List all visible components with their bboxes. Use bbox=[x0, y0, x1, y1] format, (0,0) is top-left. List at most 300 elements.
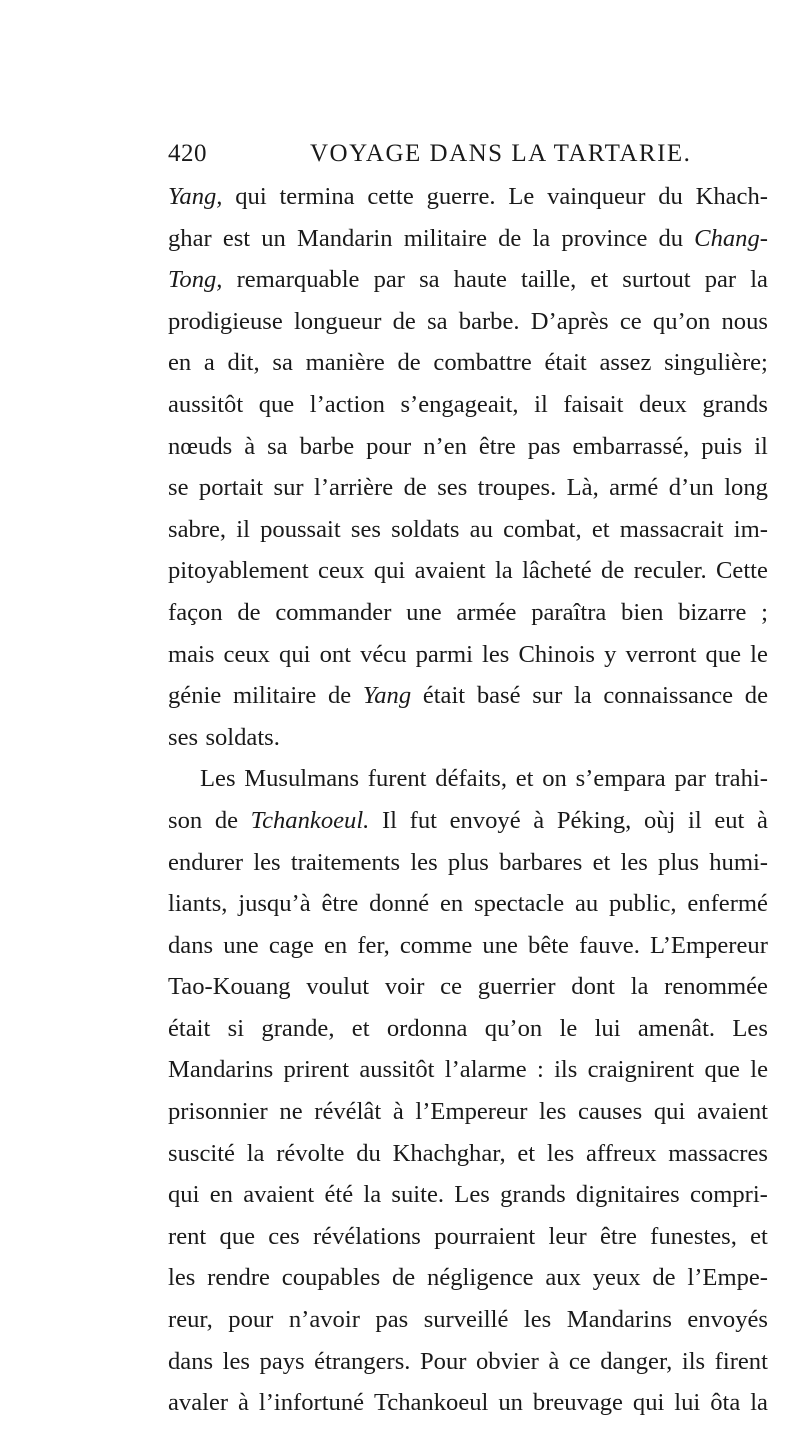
word: à bbox=[392, 1098, 404, 1126]
word: oùj bbox=[643, 806, 676, 834]
text-line bbox=[168, 1133, 768, 1175]
word: rendre bbox=[207, 1264, 270, 1292]
word: du bbox=[658, 183, 683, 210]
word: ceux bbox=[223, 640, 270, 668]
word: comme bbox=[399, 931, 473, 959]
word: l’alarme bbox=[444, 1056, 527, 1084]
word: et bbox=[750, 1222, 768, 1250]
word: révolte bbox=[276, 1139, 345, 1167]
word: du bbox=[356, 1139, 381, 1167]
word: ghar bbox=[168, 224, 212, 252]
text-line bbox=[168, 800, 768, 842]
italic-word: Chang- bbox=[694, 224, 768, 252]
word: s’engageait, bbox=[400, 390, 519, 418]
word: taille, bbox=[521, 266, 577, 294]
word: n’en bbox=[423, 432, 467, 460]
text-line bbox=[168, 467, 768, 509]
word: était bbox=[544, 349, 587, 377]
word: rent bbox=[168, 1222, 207, 1250]
word: Là, bbox=[566, 474, 599, 502]
word: commander bbox=[275, 598, 392, 626]
word: avaient bbox=[414, 557, 486, 585]
word: il bbox=[688, 806, 702, 834]
word: Les bbox=[200, 765, 236, 793]
word: manière bbox=[305, 349, 385, 377]
word: traitements bbox=[290, 848, 401, 876]
word: que bbox=[258, 390, 295, 418]
word: de bbox=[652, 1264, 676, 1292]
text-line bbox=[168, 218, 768, 260]
word: embarrassé, bbox=[572, 432, 690, 460]
word: qui bbox=[235, 183, 267, 210]
text-line bbox=[168, 550, 768, 592]
word: Pour bbox=[419, 1347, 467, 1375]
word: dont bbox=[571, 973, 615, 1001]
word: Khach- bbox=[695, 183, 768, 210]
word: la bbox=[750, 1389, 768, 1417]
word: surveillé bbox=[423, 1306, 509, 1334]
text-line bbox=[168, 966, 768, 1008]
body-text bbox=[168, 176, 768, 1424]
word: de bbox=[397, 349, 421, 377]
word: si bbox=[227, 1014, 245, 1042]
word: Les bbox=[732, 1014, 768, 1042]
word: que bbox=[705, 640, 742, 668]
text-line bbox=[168, 1174, 768, 1216]
word: ces bbox=[268, 1222, 300, 1250]
word: révélât bbox=[314, 1098, 382, 1126]
word: combat, bbox=[503, 515, 582, 543]
word: de bbox=[392, 307, 416, 335]
word: en bbox=[440, 890, 464, 918]
word: soldats bbox=[391, 515, 460, 543]
word: s’empara bbox=[575, 765, 666, 793]
word: public, bbox=[608, 890, 677, 918]
word: donné bbox=[369, 890, 430, 918]
word: en bbox=[323, 931, 348, 959]
word: être bbox=[478, 432, 516, 460]
word: coupables bbox=[281, 1264, 381, 1292]
word: se bbox=[168, 474, 189, 502]
word: ses bbox=[350, 515, 381, 543]
word: Mandarins bbox=[566, 1306, 672, 1334]
word: sur bbox=[273, 474, 304, 502]
word: qui bbox=[279, 640, 311, 668]
word: l’Empe- bbox=[687, 1264, 768, 1292]
word: avaient bbox=[243, 1181, 315, 1209]
word: une bbox=[223, 931, 259, 959]
word: verront bbox=[625, 640, 697, 668]
text-line bbox=[168, 1091, 768, 1133]
word: D’après bbox=[530, 307, 609, 335]
word: une bbox=[482, 931, 518, 959]
word: dans bbox=[168, 931, 214, 959]
word: sur bbox=[532, 682, 563, 710]
running-title: VOYAGE DANS LA TARTARIE. bbox=[310, 140, 692, 167]
word: les bbox=[410, 848, 438, 876]
word: remarquable bbox=[236, 266, 360, 294]
word: long bbox=[724, 474, 768, 502]
word: im- bbox=[733, 515, 768, 543]
word: en bbox=[168, 349, 192, 377]
word: Mandarins bbox=[168, 1056, 274, 1084]
word: Musulmans bbox=[244, 765, 360, 793]
word: funestes, bbox=[650, 1222, 737, 1250]
word: les bbox=[539, 1098, 567, 1126]
word: paraîtra bbox=[531, 598, 607, 626]
word: cette bbox=[367, 183, 414, 210]
word: était bbox=[422, 682, 466, 710]
word: affreux bbox=[585, 1139, 657, 1167]
word: enfermé bbox=[687, 890, 768, 918]
word: le bbox=[559, 1014, 578, 1042]
word: ce bbox=[619, 307, 642, 335]
word: la bbox=[494, 557, 513, 585]
word: ont bbox=[319, 640, 351, 668]
word: obvier bbox=[476, 1347, 539, 1375]
word: sabre, bbox=[168, 515, 227, 543]
word: avaient bbox=[696, 1098, 768, 1126]
word: yeux bbox=[592, 1264, 641, 1292]
word: et bbox=[590, 266, 609, 294]
text-line bbox=[168, 1216, 768, 1258]
word: eut bbox=[714, 806, 745, 834]
word: de bbox=[744, 682, 768, 710]
word: lâcheté bbox=[522, 557, 592, 585]
italic-word: Tchankoeul. bbox=[250, 806, 370, 834]
word: reur, bbox=[168, 1306, 213, 1334]
word: et bbox=[517, 1139, 536, 1167]
text-line bbox=[168, 1257, 768, 1299]
word: pour bbox=[366, 432, 412, 460]
word: ne bbox=[279, 1098, 303, 1126]
text-line bbox=[168, 176, 768, 218]
word: dit, bbox=[227, 349, 260, 377]
word: son bbox=[168, 806, 203, 834]
word: leur bbox=[548, 1222, 587, 1250]
word: Cette bbox=[716, 557, 768, 585]
word: les bbox=[546, 1139, 575, 1167]
word: voir bbox=[384, 973, 425, 1001]
word: bête bbox=[528, 931, 569, 959]
word: militaire bbox=[403, 224, 488, 252]
word: à bbox=[244, 432, 256, 460]
word: à bbox=[757, 806, 768, 834]
word: pays bbox=[259, 1347, 305, 1375]
word: surtout bbox=[622, 266, 691, 294]
word: liants, bbox=[168, 890, 228, 918]
word: bizarre bbox=[678, 598, 747, 626]
page-number: 420 bbox=[168, 140, 207, 167]
word: de bbox=[403, 474, 427, 502]
word: le bbox=[750, 640, 768, 668]
word: Mandarin bbox=[296, 224, 393, 252]
word: cage bbox=[268, 931, 314, 959]
word: barbe bbox=[299, 432, 355, 460]
word: mais bbox=[168, 640, 215, 668]
word: causes bbox=[578, 1098, 643, 1126]
word: envoyés bbox=[687, 1306, 768, 1334]
word: reculer. bbox=[633, 557, 707, 585]
word: Les bbox=[454, 1181, 490, 1209]
word: pourraient bbox=[434, 1222, 536, 1250]
word: par bbox=[704, 266, 737, 294]
word: qui bbox=[653, 1098, 686, 1126]
word: à bbox=[533, 806, 545, 834]
word: prodigieuse bbox=[168, 307, 283, 335]
text-line bbox=[168, 717, 768, 759]
word: et bbox=[351, 1014, 370, 1042]
italic-word: Yang, bbox=[168, 183, 223, 210]
word: pitoyablement bbox=[168, 557, 309, 585]
word: craignirent bbox=[587, 1056, 695, 1084]
word: fer, bbox=[357, 931, 390, 959]
word: province bbox=[561, 224, 648, 252]
word: la bbox=[363, 1181, 382, 1209]
word: par bbox=[373, 266, 405, 294]
word: sa bbox=[267, 432, 288, 460]
word: été bbox=[324, 1181, 354, 1209]
word: de bbox=[391, 1264, 416, 1292]
word: grands bbox=[500, 1181, 566, 1209]
word: un bbox=[261, 224, 286, 252]
text-line bbox=[168, 883, 768, 925]
word: danger, bbox=[600, 1347, 673, 1375]
word: compri- bbox=[690, 1181, 768, 1209]
word: bien bbox=[621, 598, 664, 626]
word: ses bbox=[168, 723, 199, 751]
word: aussitôt bbox=[168, 390, 244, 418]
word: était bbox=[168, 1014, 211, 1042]
word: de bbox=[237, 598, 261, 626]
word: massacres bbox=[668, 1139, 768, 1167]
text-line bbox=[168, 426, 768, 468]
word: en bbox=[209, 1181, 233, 1209]
word: aussitôt bbox=[359, 1056, 435, 1084]
word: militaire bbox=[232, 682, 317, 710]
word: au bbox=[574, 890, 599, 918]
word: avaler bbox=[168, 1389, 229, 1417]
word: envoyé bbox=[449, 806, 521, 834]
word: et bbox=[592, 848, 611, 876]
word: assez bbox=[599, 349, 652, 377]
word: négligence bbox=[427, 1264, 534, 1292]
word: à bbox=[238, 1389, 249, 1417]
word: dans bbox=[168, 1347, 214, 1375]
word: qui bbox=[632, 1389, 665, 1417]
word: être bbox=[321, 890, 359, 918]
word: la bbox=[630, 973, 649, 1001]
word: étrangers. bbox=[314, 1347, 411, 1375]
word: de bbox=[214, 806, 239, 834]
word: d’un bbox=[668, 474, 714, 502]
text-line bbox=[168, 1341, 768, 1383]
word: Péking, bbox=[556, 806, 632, 834]
word: soldats. bbox=[205, 723, 280, 751]
word: les bbox=[253, 848, 281, 876]
word: grande, bbox=[261, 1014, 335, 1042]
word: deux bbox=[638, 390, 687, 418]
word: l’infortuné bbox=[258, 1389, 365, 1417]
text-line bbox=[168, 1299, 768, 1341]
word: n’avoir bbox=[288, 1306, 360, 1334]
word: jusqu’à bbox=[238, 890, 311, 918]
word: Le bbox=[508, 183, 535, 210]
word: a bbox=[203, 349, 215, 377]
word: les bbox=[168, 1264, 196, 1292]
word: ce bbox=[440, 973, 463, 1001]
word: nœuds bbox=[168, 432, 233, 460]
word: voulut bbox=[306, 973, 370, 1001]
word: barbares bbox=[499, 848, 583, 876]
word: humi- bbox=[709, 848, 768, 876]
word: Chinois bbox=[518, 640, 595, 668]
italic-word: Tong, bbox=[168, 266, 223, 294]
word: de bbox=[601, 557, 625, 585]
word: basé bbox=[476, 682, 521, 710]
text-line bbox=[168, 758, 768, 800]
word: L’Empereur bbox=[649, 931, 768, 959]
word: pas bbox=[527, 432, 561, 460]
word: y bbox=[604, 640, 617, 668]
word: lui bbox=[674, 1389, 701, 1417]
word: armée bbox=[456, 598, 517, 626]
word: une bbox=[406, 598, 442, 626]
text-line bbox=[168, 509, 768, 551]
text-line bbox=[168, 675, 768, 717]
word: breuvage bbox=[532, 1389, 623, 1417]
word: pas bbox=[375, 1306, 409, 1334]
text-line bbox=[168, 634, 768, 676]
word: termina bbox=[279, 183, 355, 210]
word: l’Empereur bbox=[415, 1098, 528, 1126]
word: furent bbox=[367, 765, 427, 793]
text-line bbox=[168, 592, 768, 634]
word: l’arrière bbox=[313, 474, 394, 502]
word: les bbox=[482, 640, 510, 668]
word: renommée bbox=[664, 973, 768, 1001]
text-line bbox=[168, 925, 768, 967]
word: Tao-Kouang bbox=[168, 973, 291, 1001]
word: qu’on bbox=[652, 307, 711, 335]
text-line bbox=[168, 1382, 768, 1424]
italic-word: Yang bbox=[362, 682, 412, 710]
word: vécu bbox=[360, 640, 407, 668]
word: connaissance bbox=[603, 682, 734, 710]
word: dignitaires bbox=[575, 1181, 680, 1209]
word: sa bbox=[419, 266, 440, 294]
word: fauve. bbox=[579, 931, 640, 959]
word: troupes. bbox=[477, 474, 557, 502]
word: et bbox=[591, 515, 610, 543]
word: à bbox=[548, 1347, 560, 1375]
word: est bbox=[222, 224, 251, 252]
word: : bbox=[536, 1056, 544, 1084]
word: génie bbox=[168, 682, 222, 710]
word: ce bbox=[568, 1347, 591, 1375]
word: vainqueur bbox=[547, 183, 646, 210]
word: on bbox=[542, 765, 567, 793]
word: trahi- bbox=[714, 765, 768, 793]
word: les bbox=[222, 1347, 250, 1375]
text-line bbox=[168, 259, 768, 301]
word: guerrier bbox=[477, 973, 556, 1001]
word: lui bbox=[594, 1014, 621, 1042]
word: poussait bbox=[260, 515, 341, 543]
word: du bbox=[658, 224, 684, 252]
word: les bbox=[523, 1306, 552, 1334]
word: de bbox=[498, 224, 522, 252]
word: de bbox=[327, 682, 352, 710]
word: haute bbox=[453, 266, 507, 294]
word: longueur bbox=[293, 307, 382, 335]
word: suite. bbox=[391, 1181, 445, 1209]
word: portait bbox=[198, 474, 264, 502]
text-line bbox=[168, 342, 768, 384]
word: Khachghar, bbox=[392, 1139, 506, 1167]
word: ; bbox=[761, 598, 768, 626]
word: sa bbox=[272, 349, 293, 377]
word: par bbox=[674, 765, 706, 793]
word: l’action bbox=[309, 390, 385, 418]
word: Tchankoeul bbox=[374, 1389, 489, 1417]
text-line bbox=[168, 384, 768, 426]
word: combattre bbox=[433, 349, 532, 377]
word: ils bbox=[554, 1056, 578, 1084]
word: barbe. bbox=[458, 307, 520, 335]
word: amenât. bbox=[637, 1014, 716, 1042]
word: nous bbox=[721, 307, 768, 335]
word: guerre. bbox=[426, 183, 496, 210]
word: endurer bbox=[168, 848, 244, 876]
word: que bbox=[704, 1056, 740, 1084]
word: parmi bbox=[415, 640, 473, 668]
text-line bbox=[168, 1008, 768, 1050]
word: massacrait bbox=[619, 515, 724, 543]
word: prisonnier bbox=[168, 1098, 268, 1126]
word: spectacle bbox=[474, 890, 565, 918]
word: défaits, bbox=[435, 765, 507, 793]
word: aux bbox=[545, 1264, 581, 1292]
word: il bbox=[534, 390, 548, 418]
word: plus bbox=[658, 848, 700, 876]
word: qui bbox=[168, 1181, 200, 1209]
word: ceux bbox=[318, 557, 365, 585]
word: façon bbox=[168, 598, 223, 626]
word: le bbox=[750, 1056, 768, 1084]
word: prirent bbox=[283, 1056, 350, 1084]
word: la bbox=[532, 224, 551, 252]
word: la bbox=[246, 1139, 265, 1167]
word: faisait bbox=[563, 390, 624, 418]
text-line bbox=[168, 1049, 768, 1091]
word: la bbox=[750, 266, 768, 294]
word: il bbox=[754, 432, 768, 460]
word: ordonna bbox=[386, 1014, 468, 1042]
word: plus bbox=[447, 848, 489, 876]
word: ses bbox=[437, 474, 468, 502]
word: firent bbox=[714, 1347, 768, 1375]
word: suscité bbox=[168, 1139, 235, 1167]
word: singulière; bbox=[664, 349, 768, 377]
word: qui bbox=[373, 557, 406, 585]
word: que bbox=[219, 1222, 256, 1250]
word: pour bbox=[228, 1306, 274, 1334]
word: armé bbox=[609, 474, 659, 502]
word: Il bbox=[381, 806, 397, 834]
word: fut bbox=[409, 806, 437, 834]
word: grands bbox=[702, 390, 768, 418]
